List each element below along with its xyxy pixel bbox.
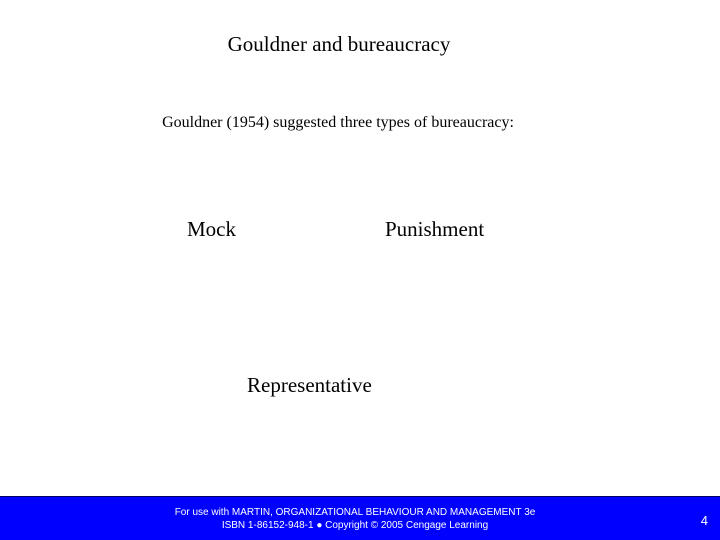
bureaucracy-type-representative: Representative <box>247 373 372 397</box>
bureaucracy-type-punishment: Punishment <box>385 217 485 241</box>
bureaucracy-type-mock: Mock <box>187 217 236 241</box>
footer-book-line: For use with MARTIN, ORGANIZATIONAL BEHAVIOUR AND MANAGEMENT 3e <box>174 507 536 518</box>
footer-credit <box>155 506 555 532</box>
slide-title: Gouldner and bureaucracy <box>227 32 451 56</box>
page-number: 4 <box>700 513 708 528</box>
intro-text: Gouldner (1954) suggested three types of bureaucracy: <box>162 114 514 131</box>
footer-bar <box>0 496 720 540</box>
footer-copyright-line: ISBN 1-86152-948-1 ● Copyright © 2005 Cengage Learning <box>221 520 489 531</box>
